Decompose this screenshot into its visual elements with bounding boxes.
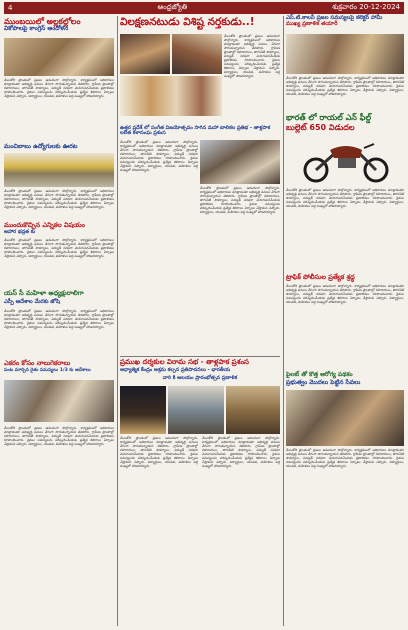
right-subhead-2: బుల్లెట్ 650 విడుదల <box>286 123 355 132</box>
page-number: 4 <box>8 4 13 12</box>
right-headline-2: భారత్ లో రాయల్ ఎన్ ఫీల్డ్ <box>286 113 372 122</box>
right-subhead-1: ముఖ్య ప్రణాళిక తయారీ <box>286 20 338 27</box>
right-story-3: మేలుకోరి ప్రాంతంలో ప్రజలు ఆనందంగా పాల్గొన్నారు. కార్యక్రమంలో అధికారులు మాట్లాడుతూ అభివృద్ధి పనులు వేగంగా సాగుతున్నాయని తెలిపారు. గ్రామీణ ప్రాంతాల్లో రహదారులు, తాగునీటి సౌకర్యాలు, విద్యుత్ సరఫరా మెరుగుపరచేందుకు ప్రణాళికలు రూపొందించారు. రైతుల సమస్యలను పరిష్కరించేందుకు ప్రత్యేక శిబిరాలు ఏర్పాటు చేస్తామని చెప్పారు. విద్యార్థులు, యువత, మహిళలు పెద్ద సంఖ్యలో హాజరయ్యారు. <box>286 284 404 304</box>
issue-date: శుక్రవారం 20-12-2024 <box>332 3 400 11</box>
center-photo-ceremony <box>200 140 280 184</box>
right-story-1: మేలుకోరి ప్రాంతంలో ప్రజలు ఆనందంగా పాల్గొన్నారు. కార్యక్రమంలో అధికారులు మాట్లాడుతూ అభివృద్ధి పనులు వేగంగా సాగుతున్నాయని తెలిపారు. గ్రామీణ ప్రాంతాల్లో రహదారులు, తాగునీటి సౌకర్యాలు, విద్యుత్ సరఫరా మెరుగుపరచేందుకు ప్రణాళికలు రూపొందించారు. రైతుల సమస్యలను పరిష్కరించేందుకు ప్రత్యేక శిబిరాలు ఏర్పాటు చేస్తామని చెప్పారు. విద్యార్థులు, యువత, మహిళలు పెద్ద సంఖ్యలో హాజరయ్యారు. <box>286 76 404 96</box>
right-column <box>286 16 404 626</box>
left-headline-4: యస్ సీ మహిళా అధ్యక్షురాలిగా <box>4 289 84 297</box>
left-story-5: మేలుకోరి ప్రాంతంలో ప్రజలు ఆనందంగా పాల్గొన్నారు. కార్యక్రమంలో అధికారులు మాట్లాడుతూ అభివృద్ధి పనులు వేగంగా సాగుతున్నాయని తెలిపారు. గ్రామీణ ప్రాంతాల్లో రహదారులు, తాగునీటి సౌకర్యాలు, విద్యుత్ సరఫరా మెరుగుపరచేందుకు ప్రణాళికలు రూపొందించారు. రైతుల సమస్యలను పరిష్కరించేందుకు ప్రత్యేక శిబిరాలు ఏర్పాటు చేస్తామని చెప్పారు. విద్యార్థులు, యువత, మహిళలు పెద్ద సంఖ్యలో హాజరయ్యారు. <box>4 426 114 446</box>
masthead-bar <box>4 2 404 14</box>
left-photo-1 <box>4 38 114 76</box>
left-headline-1: ముంబయిలో అల్లకల్లోలం <box>4 17 81 26</box>
left-subhead-4: ఎస్పీ ఆదేశాల మేరకు జోషి <box>4 299 60 305</box>
right-headline-1: ఎస్.టి.కాలనీ ప్రజల సమస్యలపై కలెక్టర్ హామీ <box>286 15 383 21</box>
right-photo-2 <box>286 390 404 446</box>
center-story-col-a: మేలుకోరి ప్రాంతంలో ప్రజలు ఆనందంగా పాల్గొన్నారు. కార్యక్రమంలో అధికారులు మాట్లాడుతూ అభివృద్ధి పనులు వేగంగా సాగుతున్నాయని తెలిపారు. గ్రామీణ ప్రాంతాల్లో రహదారులు, తాగునీటి సౌకర్యాలు, విద్యుత్ సరఫరా మెరుగుపరచేందుకు ప్రణాళికలు రూపొందించారు. రైతుల సమస్యలను పరిష్కరించేందుకు ప్రత్యేక శిబిరాలు ఏర్పాటు చేస్తామని చెప్పారు. విద్యార్థులు, యువత, మహిళలు పెద్ద సంఖ్యలో హాజరయ్యారు. <box>120 140 198 172</box>
column-divider-2 <box>283 16 284 626</box>
center-sidebar-story: మేలుకోరి ప్రాంతంలో ప్రజలు ఆనందంగా పాల్గొన్నారు. కార్యక్రమంలో అధికారులు మాట్లాడుతూ అభివృద్ధి పనులు వేగంగా సాగుతున్నాయని తెలిపారు. గ్రామీణ ప్రాంతాల్లో రహదారులు, తాగునీటి సౌకర్యాలు, విద్యుత్ సరఫరా మెరుగుపరచేందుకు ప్రణాళికలు రూపొందించారు. రైతుల సమస్యలను పరిష్కరించేందుకు ప్రత్యేక శిబిరాలు ఏర్పాటు చేస్తామని చెప్పారు. విద్యార్థులు, యువత, మహిళలు పెద్ద సంఖ్యలో హాజరయ్యారు. <box>224 34 280 78</box>
center-section-divider <box>120 356 280 357</box>
center-subhead-2: ఆధ్యాత్మిక కేంద్రం ఆశ్రమ కల్పన ప్రతిపాదనలు - భారతీయ <box>120 367 231 373</box>
center-column <box>120 16 280 626</box>
center-story-2b: మేలుకోరి ప్రాంతంలో ప్రజలు ఆనందంగా పాల్గొన్నారు. కార్యక్రమంలో అధికారులు మాట్లాడుతూ అభివృద్ధి పనులు వేగంగా సాగుతున్నాయని తెలిపారు. గ్రామీణ ప్రాంతాల్లో రహదారులు, తాగునీటి సౌకర్యాలు, విద్యుత్ సరఫరా మెరుగుపరచేందుకు ప్రణాళికలు రూపొందించారు. రైతుల సమస్యలను పరిష్కరించేందుకు ప్రత్యేక శిబిరాలు ఏర్పాటు చేస్తామని చెప్పారు. విద్యార్థులు, యువత, మహిళలు పెద్ద సంఖ్యలో హాజరయ్యారు. <box>202 436 280 468</box>
center-story-2a: మేలుకోరి ప్రాంతంలో ప్రజలు ఆనందంగా పాల్గొన్నారు. కార్యక్రమంలో అధికారులు మాట్లాడుతూ అభివృద్ధి పనులు వేగంగా సాగుతున్నాయని తెలిపారు. గ్రామీణ ప్రాంతాల్లో రహదారులు, తాగునీటి సౌకర్యాలు, విద్యుత్ సరఫరా మెరుగుపరచేందుకు ప్రణాళికలు రూపొందించారు. రైతుల సమస్యలను పరిష్కరించేందుకు ప్రత్యేక శిబిరాలు ఏర్పాటు చేస్తామని చెప్పారు. విద్యార్థులు, యువత, మహిళలు పెద్ద సంఖ్యలో హాజరయ్యారు. <box>120 436 198 468</box>
center-subheadline: ఉత్తర ప్రదేశ్ లో సంగీత విజయోత్సవం సాగిన మహా బాలికల ప్రతిభ - తాళ్లపాక లలిత కళాసంఘ ప్రశంస <box>120 125 271 137</box>
left-story-3: మేలుకోరి ప్రాంతంలో ప్రజలు ఆనందంగా పాల్గొన్నారు. కార్యక్రమంలో అధికారులు మాట్లాడుతూ అభివృద్ధి పనులు వేగంగా సాగుతున్నాయని తెలిపారు. గ్రామీణ ప్రాంతాల్లో రహదారులు, తాగునీటి సౌకర్యాలు, విద్యుత్ సరఫరా మెరుగుపరచేందుకు ప్రణాళికలు రూపొందించారు. రైతుల సమస్యలను పరిష్కరించేందుకు ప్రత్యేక శిబిరాలు ఏర్పాటు చేస్తామని చెప్పారు. విద్యార్థులు, యువత, మహిళలు పెద్ద సంఖ్యలో హాజరయ్యారు. <box>4 238 114 258</box>
newspaper-page <box>4 16 404 626</box>
center-photo-temple <box>120 386 166 434</box>
left-column <box>4 16 114 626</box>
center-story-col-b: మేలుకోరి ప్రాంతంలో ప్రజలు ఆనందంగా పాల్గొన్నారు. కార్యక్రమంలో అధికారులు మాట్లాడుతూ అభివృద్ధి పనులు వేగంగా సాగుతున్నాయని తెలిపారు. గ్రామీణ ప్రాంతాల్లో రహదారులు, తాగునీటి సౌకర్యాలు, విద్యుత్ సరఫరా మెరుగుపరచేందుకు ప్రణాళికలు రూపొందించారు. రైతుల సమస్యలను పరిష్కరించేందుకు ప్రత్యేక శిబిరాలు ఏర్పాటు చేస్తామని చెప్పారు. విద్యార్థులు, యువత, మహిళలు పెద్ద సంఖ్యలో హాజరయ్యారు. <box>200 186 280 214</box>
paper-name: ఆంధ్రజ్యోతి <box>157 3 188 11</box>
left-headline-2: మంచిబాబు ఉద్యోగులకు ఊరట <box>4 143 78 150</box>
left-story-1: మేలుకోరి ప్రాంతంలో ప్రజలు ఆనందంగా పాల్గొన్నారు. కార్యక్రమంలో అధికారులు మాట్లాడుతూ అభివృద్ధి పనులు వేగంగా సాగుతున్నాయని తెలిపారు. గ్రామీణ ప్రాంతాల్లో రహదారులు, తాగునీటి సౌకర్యాలు, విద్యుత్ సరఫరా మెరుగుపరచేందుకు ప్రణాళికలు రూపొందించారు. రైతుల సమస్యలను పరిష్కరించేందుకు ప్రత్యేక శిబిరాలు ఏర్పాటు చేస్తామని చెప్పారు. విద్యార్థులు, యువత, మహిళలు పెద్ద సంఖ్యలో హాజరయ్యారు. <box>4 78 114 98</box>
center-photo-group <box>120 76 222 116</box>
left-subhead-5: పంట మార్చిన రైతు సమస్యలు 1/3 కు ఆదేశాలు <box>4 368 91 373</box>
left-headline-5: ఎకరం కోసం నాలుగెకరాలు <box>4 359 71 367</box>
left-subhead-1: వికోపాలపై కాంగ్రెస్ ఆందోళన <box>4 25 69 33</box>
left-story-2: మేలుకోరి ప్రాంతంలో ప్రజలు ఆనందంగా పాల్గొన్నారు. కార్యక్రమంలో అధికారులు మాట్లాడుతూ అభివృద్ధి పనులు వేగంగా సాగుతున్నాయని తెలిపారు. గ్రామీణ ప్రాంతాల్లో రహదారులు, తాగునీటి సౌకర్యాలు, విద్యుత్ సరఫరా మెరుగుపరచేందుకు ప్రణాళికలు రూపొందించారు. రైతుల సమస్యలను పరిష్కరించేందుకు ప్రత్యేక శిబిరాలు ఏర్పాటు చేస్తామని చెప్పారు. విద్యార్థులు, యువత, మహిళలు పెద్ద సంఖ్యలో హాజరయ్యారు. <box>4 189 114 209</box>
center-photo-portrait <box>120 34 170 74</box>
right-headline-4: పైలట్ తో కొత్త ఆరోగ్య పథకం <box>286 371 353 378</box>
center-subhead-2c: వారి కి ఆలయం ప్రారంభోత్సవ ప్రణాళిక <box>162 375 238 381</box>
center-photo-gopuram <box>168 386 224 434</box>
column-divider <box>117 16 118 626</box>
center-photo-dance <box>172 34 222 74</box>
right-headline-3: ట్రాఫిక్ పోలీసుల ప్రత్యేక శ్రద్ధ <box>286 273 355 281</box>
right-subhead-4: ప్రభుత్వం మొదలు పెట్టిన సేవలు <box>286 379 361 386</box>
center-main-headline: విలక్షణనటుడు విశిష్ట నర్తకుడు..! <box>120 16 255 28</box>
left-photo-2 <box>4 153 114 187</box>
left-subhead-3: ఆహార భద్రత కు <box>4 229 36 235</box>
center-photo-hall <box>226 386 280 434</box>
left-photo-3 <box>4 380 114 422</box>
right-story-4: మేలుకోరి ప్రాంతంలో ప్రజలు ఆనందంగా పాల్గొన్నారు. కార్యక్రమంలో అధికారులు మాట్లాడుతూ అభివృద్ధి పనులు వేగంగా సాగుతున్నాయని తెలిపారు. గ్రామీణ ప్రాంతాల్లో రహదారులు, తాగునీటి సౌకర్యాలు, విద్యుత్ సరఫరా మెరుగుపరచేందుకు ప్రణాళికలు రూపొందించారు. రైతుల సమస్యలను పరిష్కరించేందుకు ప్రత్యేక శిబిరాలు ఏర్పాటు చేస్తామని చెప్పారు. విద్యార్థులు, యువత, మహిళలు పెద్ద సంఖ్యలో హాజరయ్యారు. <box>286 448 404 468</box>
right-photo-1 <box>286 34 404 74</box>
center-headline-2: ప్రముఖ దర్శకుల విరామ సభ - తాళ్లపాక ప్రశంస <box>120 358 249 366</box>
right-story-2: మేలుకోరి ప్రాంతంలో ప్రజలు ఆనందంగా పాల్గొన్నారు. కార్యక్రమంలో అధికారులు మాట్లాడుతూ అభివృద్ధి పనులు వేగంగా సాగుతున్నాయని తెలిపారు. గ్రామీణ ప్రాంతాల్లో రహదారులు, తాగునీటి సౌకర్యాలు, విద్యుత్ సరఫరా మెరుగుపరచేందుకు ప్రణాళికలు రూపొందించారు. రైతుల సమస్యలను పరిష్కరించేందుకు ప్రత్యేక శిబిరాలు ఏర్పాటు చేస్తామని చెప్పారు. విద్యార్థులు, యువత, మహిళలు పెద్ద సంఖ్యలో హాజరయ్యారు. <box>286 188 404 208</box>
left-headline-3: ముందుకొచ్చిన ఎన్నికల విషయం <box>4 221 85 229</box>
motorcycle-image <box>294 136 398 184</box>
left-story-4: మేలుకోరి ప్రాంతంలో ప్రజలు ఆనందంగా పాల్గొన్నారు. కార్యక్రమంలో అధికారులు మాట్లాడుతూ అభివృద్ధి పనులు వేగంగా సాగుతున్నాయని తెలిపారు. గ్రామీణ ప్రాంతాల్లో రహదారులు, తాగునీటి సౌకర్యాలు, విద్యుత్ సరఫరా మెరుగుపరచేందుకు ప్రణాళికలు రూపొందించారు. రైతుల సమస్యలను పరిష్కరించేందుకు ప్రత్యేక శిబిరాలు ఏర్పాటు చేస్తామని చెప్పారు. విద్యార్థులు, యువత, మహిళలు పెద్ద సంఖ్యలో హాజరయ్యారు. <box>4 309 114 329</box>
